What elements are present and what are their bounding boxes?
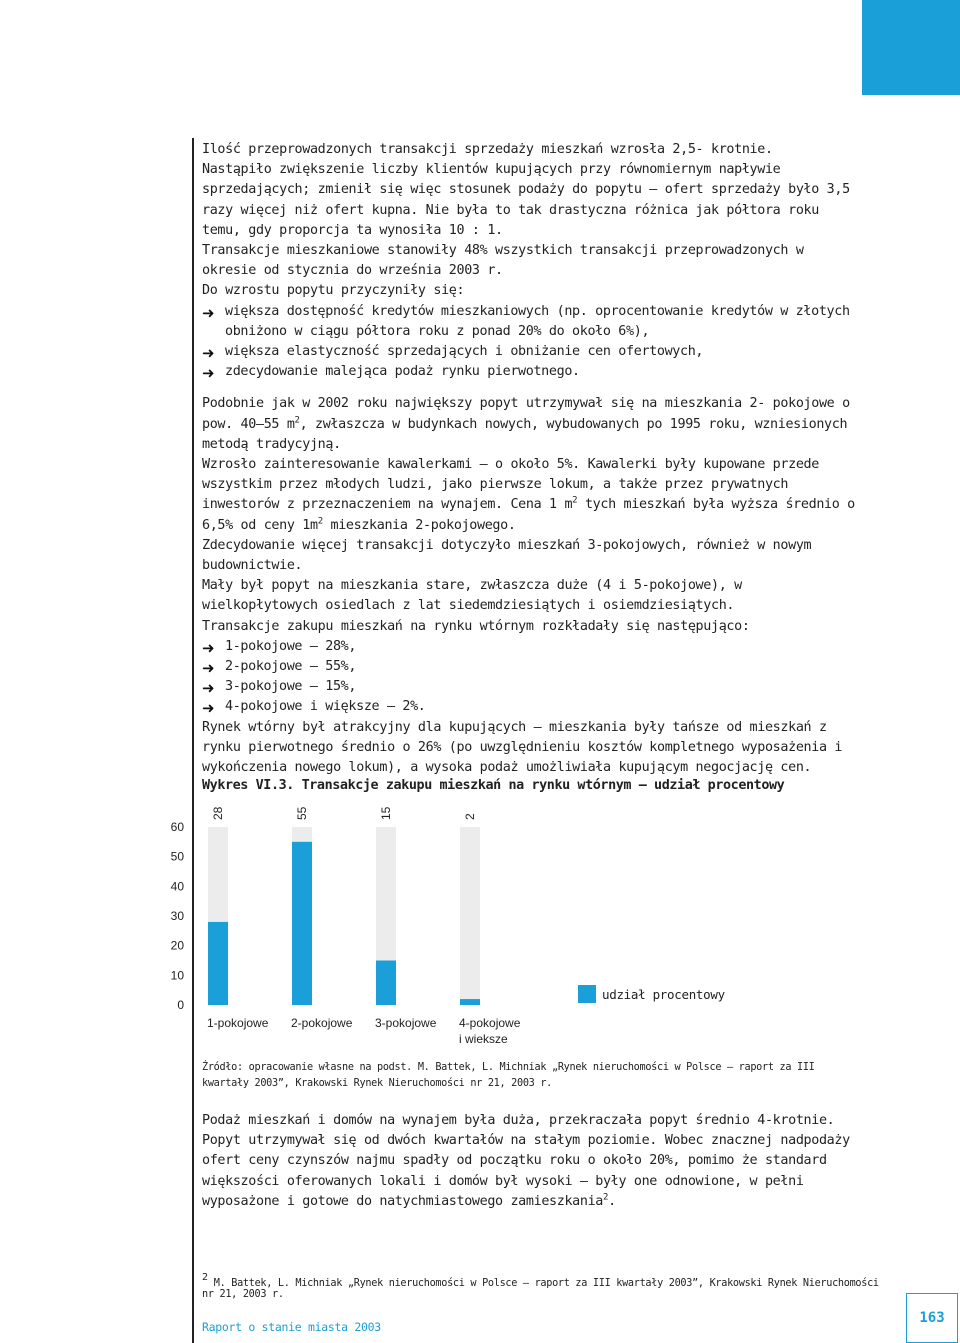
- footnote-number: 2: [202, 1272, 208, 1283]
- list-item: ➜ większa elastyczność sprzedających i obniżanie cen ofertowych,: [202, 344, 704, 363]
- list-item: ➜ 3-pokojowe – 15%,: [202, 679, 357, 698]
- arrow-right-icon: ➜: [202, 638, 215, 657]
- bar-track: [460, 827, 480, 1005]
- arrow-right-icon: ➜: [202, 344, 215, 363]
- arrow-right-icon: ➜: [202, 364, 215, 383]
- shares-list: [202, 637, 862, 718]
- footnote-text: M. Battek, L. Michniak „Rynek nieruchomości w Polsce – raport za III kwartały 2003”, Krakowski Rynek Nieruchomości nr 21, 2003 r.: [202, 1278, 879, 1300]
- main-text: [202, 140, 862, 778]
- category-label: 4-pokojowe: [459, 1016, 521, 1030]
- list-item: ➜ 1-pokojowe – 28%,: [202, 638, 357, 657]
- top-band: [0, 0, 862, 95]
- bar: [376, 961, 396, 1006]
- bar-value-label: 15: [379, 806, 393, 820]
- paragraph: Podobnie jak w 2002 roku największy popyt utrzymywał się na mieszkania 2- pokojowe o pow. 40–55 $m^2$, zwłaszcza w budynkach nowych, wybudowanych po 1995 roku, wzniesionych metodą tradycyjną.: [202, 396, 850, 452]
- paragraph: Podaż mieszkań i domów na wynajem była duża, przekraczała popyt średnio 4-krotnie. Popyt utrzymywał się od dwóch kwartałów na stałym poziomie. Wobec znacznej nadpodaży ofert ceny czynszów najmu spadły od początku roku o około 20%, pomimo że standard większości oferowanych lokali i domów był wysoki – były one odnowione, w pełni wyposażone i gotowe do natychmiastowego zamieszkania$^2$.: [202, 1113, 850, 1209]
- footer-title: Raport o stanie miasta 2003: [202, 1320, 381, 1334]
- bar-value-label: 28: [211, 806, 225, 820]
- bar-chart: [160, 800, 580, 1050]
- bar: [292, 842, 312, 1005]
- arrow-right-icon: ➜: [202, 699, 215, 718]
- list-item: ➜ zdecydowanie malejąca podaż rynku pierwotnego.: [202, 364, 580, 383]
- bar-value-label: 2: [463, 813, 477, 820]
- page-number: 163: [906, 1293, 958, 1343]
- paragraph: Do wzrostu popytu przyczyniły się:: [202, 283, 465, 299]
- chart-legend: [578, 985, 725, 1003]
- bar: [208, 922, 228, 1005]
- paragraph: Transakcje mieszkaniowe stanowiły 48% wszystkich transakcji przeprowadzonych w okresie od stycznia do września 2003 r.: [202, 243, 804, 279]
- category-label: i wieksze: [459, 1032, 508, 1046]
- y-tick-label: 10: [170, 968, 184, 983]
- footnote: [202, 1272, 882, 1300]
- legend-label: udział procentowy: [602, 986, 725, 1002]
- y-tick-label: 0: [177, 998, 184, 1012]
- paragraph: Ilość przeprowadzonych transakcji sprzedaży mieszkań wzrosła 2,5- krotnie.: [202, 142, 773, 157]
- y-tick-label: 30: [170, 909, 184, 923]
- list-item: ➜ 4-pokojowe i większe – 2%.: [202, 699, 426, 718]
- list-item: ➜ 2-pokojowe – 55%,: [202, 659, 357, 678]
- bar-value-label: 55: [295, 806, 309, 820]
- arrow-right-icon: ➜: [202, 659, 215, 678]
- arrow-right-icon: ➜: [202, 303, 215, 322]
- paragraph: Mały był popyt na mieszkania stare, zwłaszcza duże (4 i 5-pokojowe), w wielkopłytowych osiedlach z lat siedemdziesiątych i osiemdziesiątych.: [202, 578, 742, 614]
- y-tick-label: 50: [170, 849, 184, 864]
- paragraph: Transakcje zakupu mieszkań na rynku wtórnym rozkładały się następująco:: [202, 618, 750, 634]
- bar: [460, 999, 480, 1005]
- chart-title: Wykres VI.3. Transakcje zakupu mieszkań na rynku wtórnym – udział procentowy: [202, 778, 785, 793]
- list-item: ➜ większa dostępność kredytów mieszkaniowych (np. oprocentowanie kredytów w złotych obniżono w ciągu półtora roku z ponad 20% do około 6%),: [202, 303, 850, 339]
- chart-source: Źródło: opracowanie własne na podst. M. Battek, L. Michniak „Rynek nieruchomości w Polsce – raport za III kwartały 2003”, Krakowski Rynek Nieruchomości nr 21, 2003 r.: [202, 1062, 815, 1089]
- legend-swatch: [578, 985, 596, 1003]
- y-tick-label: 20: [170, 938, 184, 953]
- arrow-right-icon: ➜: [202, 679, 215, 698]
- top-accent-block: [862, 0, 960, 95]
- spacer: [202, 382, 862, 394]
- y-tick-label: 40: [170, 879, 184, 894]
- category-label: 2-pokojowe: [291, 1016, 353, 1030]
- category-label: 3-pokojowe: [375, 1016, 437, 1030]
- paragraph: Wzrosło zainteresowanie kawalerkami – o około 5%. Kawalerki były kupowane przede wszystkim przez młodych ludzi, jako pierwsze lokum, a także przez prywatnych inwestorów z przeznaczeniem na wynajem. Cena 1 $m^2$ tych mieszkań była wyższa średnio o 6,5% od ceny $1m^2$ mieszkania 2-pokojowego.: [202, 457, 855, 533]
- category-label: 1-pokojowe: [207, 1016, 269, 1030]
- margin-rule: [192, 138, 194, 1343]
- paragraph: Nastąpiło zwiększenie liczby klientów kupujących przy równomiernym napływie sprzedających; zmienił się więc stosunek podaży do popytu – ofert sprzedaży było 3,5 razy więcej niż ofert kupna. Nie była to tak drastyczna różnica jak półtora roku temu, gdy proporcja ta wynosiła 10 : 1.: [202, 162, 850, 238]
- paragraph: Zdecydowanie więcej transakcji dotyczyło mieszkań 3-pokojowych, również w nowym budownictwie.: [202, 537, 812, 574]
- paragraph: Rynek wtórny był atrakcyjny dla kupujących – mieszkania były tańsze od mieszkań z rynku pierwotnego średnio o 26% (po uwzględnieniu kosztów kompletnego wyposażenia i wykończenia nowego lokum), a wysoka podaż umożliwiała kupującym negocjację cen.: [202, 719, 843, 776]
- demand-factors-list: [202, 302, 862, 383]
- y-tick-label: 60: [170, 820, 184, 834]
